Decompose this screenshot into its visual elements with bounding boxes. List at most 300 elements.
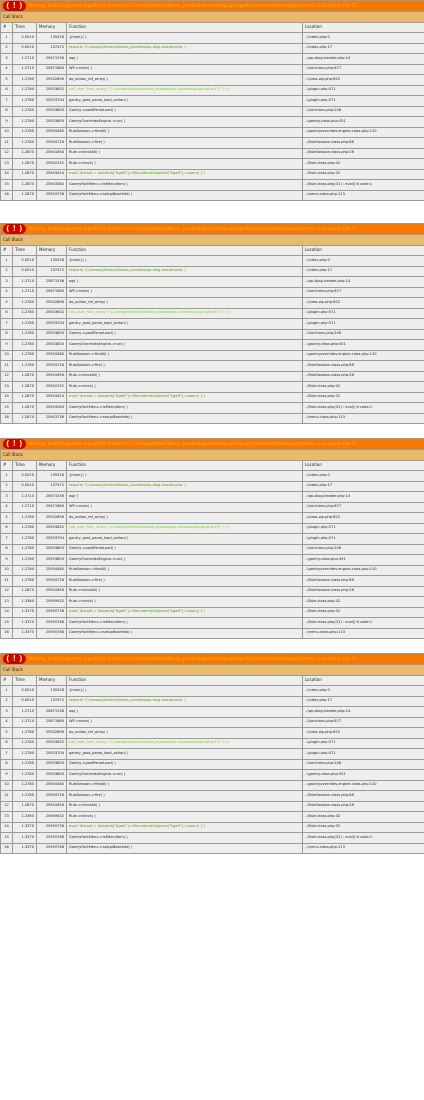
frame-time: 1.2780 [13,298,37,309]
frame-location[interactable]: ..\RuleSession.class.php:26 [303,801,424,812]
stack-row [1,523,424,534]
frame-location[interactable]: ..\plugin.php:571 [303,308,424,319]
warning-header [1,654,424,665]
frame-location[interactable]: ..\RuleSession.class.php:26 [303,148,424,159]
stack-row [1,513,424,524]
frame-function: GantryOverridesEngine->run( ) [67,770,303,781]
frame-location[interactable]: ..\Rule.class.php(31) : eval()'d code:1 [303,180,424,191]
frame-number: 11 [1,576,13,587]
frame-location[interactable]: ..\plugin.php:571 [303,96,424,107]
frame-time: 1.2780 [13,340,37,351]
frame-number: 12 [1,586,13,597]
frame-location[interactable]: ..\functions.php:246 [303,544,424,555]
frame-memory: 25671680 [37,717,67,728]
frame-function: call_user_func_array ( 'C:\xampp\htdocs\titania_pruebas\wp-includes\plugin.php:571' ) ( ) [67,308,303,319]
frame-number: 14 [1,822,13,833]
frame-location[interactable]: ..\functions.php:246 [303,759,424,770]
frame-memory: 25949432 [37,597,67,608]
col-header-location: Location [303,22,424,33]
frame-number: 13 [1,159,13,170]
frame-memory: 25932896 [37,298,67,309]
frame-number: 16 [1,628,13,639]
stack-row [1,618,424,629]
frame-location[interactable]: ..\wp-blog-header.php:14 [303,277,424,288]
frame-location[interactable]: ..\gantry.class.php:451 [303,770,424,781]
frame-memory: 25933800 [37,544,67,555]
stack-row [1,403,424,414]
frame-number: 2 [1,481,13,492]
frame-function: Rule->check( ) [67,382,303,393]
frame-function: Gantry->postParseLoad( ) [67,759,303,770]
col-header-function: Function [67,22,303,33]
frame-function: wp( ) [67,707,303,718]
frame-function: RuleSession->fireAll( ) [67,565,303,576]
frame-time: 0.0010 [13,33,37,44]
frame-memory: 25949432 [37,812,67,823]
frame-number: 5 [1,298,13,309]
warning-icon: ( ! ) [3,654,26,664]
frame-location[interactable]: ..\Rule.class.php:42 [303,812,424,823]
frame-location[interactable]: ..\menu.class.php:113 [303,628,424,639]
frame-time: 1.3360 [13,597,37,608]
warning-message: Warning: Invalid argument supplied for foreach() in C:\xampp\htdocs\titania_pruebas\wp-content\plugins\gantry\core\rules\flatrule\gantrymenu.class.php on line 31 [28,3,357,8]
frame-location[interactable]: ..\functions.php:877 [303,502,424,513]
frame-function: do_action_ref_array( ) [67,728,303,739]
col-header-num: # [1,245,13,256]
frame-number: 12 [1,371,13,382]
frame-memory: 25671680 [37,287,67,298]
stack-row [1,33,424,44]
frame-time: 1.3370 [13,618,37,629]
frame-function: wp( ) [67,54,303,65]
stack-row [1,597,424,608]
frame-time: 0.0010 [13,256,37,267]
frame-function: WP->main( ) [67,287,303,298]
frame-function: GantryFactMenu->isMenuItem( ) [67,833,303,844]
frame-function: Rule->check( ) [67,159,303,170]
frame-function: RuleSession->fire( ) [67,576,303,587]
frame-function: Rule->checkAll( ) [67,586,303,597]
frame-number: 13 [1,382,13,393]
col-header-location: Location [303,675,424,686]
frame-number: 9 [1,770,13,781]
frame-number: 9 [1,117,13,128]
frame-location[interactable]: ..\RuleSession.class.php:88 [303,138,424,149]
frame-time: 1.2870 [13,169,37,180]
frame-time: 1.2780 [13,565,37,576]
frame-location[interactable]: ..\plugin.php:571 [303,319,424,330]
call-stack-title: Call Stack [1,450,424,461]
frame-location[interactable]: ..\plugin.php:571 [303,523,424,534]
stack-row [1,319,424,330]
stack-row [1,770,424,781]
frame-number: 10 [1,565,13,576]
frame-location[interactable]: ..\RuleSession.class.php:26 [303,586,424,597]
frame-memory: 25933800 [37,340,67,351]
frame-memory: 25933632 [37,85,67,96]
frame-memory: 25943424 [37,392,67,403]
frame-number: 13 [1,597,13,608]
stack-row [1,180,424,191]
frame-time: 1.2780 [13,770,37,781]
frame-time: 0.0010 [13,266,37,277]
col-header-memory: Memory [37,675,67,686]
frame-memory: 25933800 [37,106,67,117]
frame-memory: 25943584 [37,403,67,414]
frame-location[interactable]: ..\gantry.class.php:451 [303,340,424,351]
frame-function: require( 'C:\xampp\htdocs\titania_pruebas\wp-blog-header.php' ) [67,266,303,277]
stack-row [1,481,424,492]
frame-number: 8 [1,544,13,555]
col-header-function: Function [67,460,303,471]
frame-time: 1.2780 [13,138,37,149]
col-header-num: # [1,22,13,33]
frame-time: 1.2780 [13,319,37,330]
col-header-function: Function [67,675,303,686]
stack-row [1,801,424,812]
call-stack-title: Call Stack [1,235,424,246]
frame-function: do_action_ref_array( ) [67,298,303,309]
frame-location[interactable]: ..\Rule.class.php(31) : eval()'d code:1 [303,403,424,414]
frame-function: call_user_func_array ( 'C:\xampp\htdocs\titania_pruebas\wp-includes\plugin.php:571' ) ( ) [67,85,303,96]
frame-location[interactable]: ..\Rule.class.php:31 [303,392,424,403]
frame-time: 1.2870 [13,413,37,424]
frame-memory: 25934480 [37,780,67,791]
frame-location[interactable]: ..\Rule.class.php:42 [303,382,424,393]
col-header-num: # [1,460,13,471]
stack-row [1,555,424,566]
frame-location[interactable]: ..\gantryoverrides.engine.class.php:110 [303,127,424,138]
frame-time: 1.2870 [13,586,37,597]
frame-time: 1.2710 [13,277,37,288]
col-header-location: Location [303,245,424,256]
frame-location[interactable]: ..\functions.php:877 [303,717,424,728]
frame-location[interactable]: ..\wp-blog-header.php:14 [303,707,424,718]
frame-location[interactable]: ..\RuleSession.class.php:88 [303,791,424,802]
stack-row [1,728,424,739]
stack-row [1,350,424,361]
frame-function: eval( '$result = $objects["$getf"]->MenuItem($objects["$getf"]->query( )' ) [67,169,303,180]
frame-memory: 25671536 [37,707,67,718]
frame-location[interactable]: ..\index.php:0 [303,33,424,44]
frame-location[interactable]: ..\plugin.php:571 [303,534,424,545]
frame-time: 1.2870 [13,382,37,393]
stack-row [1,169,424,180]
frame-memory: 25934480 [37,565,67,576]
stack-row [1,106,424,117]
frame-number: 16 [1,190,13,201]
frame-memory: 25933800 [37,329,67,340]
frame-location[interactable]: ..\Rule.class.php(31) : eval()'d code:1 [303,618,424,629]
frame-location[interactable]: ..\Rule.class.php:42 [303,159,424,170]
frame-number: 6 [1,738,13,749]
frame-memory: 25941856 [37,801,67,812]
frame-function: gantry_post_parse_load_action( ) [67,534,303,545]
stack-row [1,340,424,351]
stack-row [1,277,424,288]
frame-time: 1.2780 [13,544,37,555]
frame-function: eval( '$result = $objects["$getf"]->MenuItem($objects["$getf"]->query( )' ) [67,392,303,403]
frame-memory: 25933800 [37,759,67,770]
frame-function: eval( '$result = $objects["$getf"]->MenuItem($objects["$getf"]->query( )' ) [67,607,303,618]
frame-location[interactable]: ..\plugin.php:571 [303,738,424,749]
frame-time: 1.2780 [13,75,37,86]
frame-number: 12 [1,148,13,159]
frame-function: gantry_post_parse_load_action( ) [67,96,303,107]
frame-number: 7 [1,96,13,107]
warning-icon: ( ! ) [3,1,26,11]
frame-location[interactable]: ..\class-wp.php:622 [303,298,424,309]
frame-function: Rule->checkAll( ) [67,371,303,382]
frame-location[interactable]: ..\functions.php:877 [303,64,424,75]
frame-time: 0.0010 [13,471,37,482]
frame-function: {main}( ) [67,33,303,44]
frame-number: 4 [1,287,13,298]
frame-number: 13 [1,812,13,823]
frame-location[interactable]: ..\gantry.class.php:451 [303,117,424,128]
error-block [0,653,424,854]
frame-location[interactable]: ..\class-wp.php:622 [303,728,424,739]
frame-number: 2 [1,266,13,277]
frame-location[interactable]: ..\index.php:17 [303,43,424,54]
stack-row [1,117,424,128]
frame-number: 5 [1,513,13,524]
frame-number: 6 [1,308,13,319]
frame-time: 1.2780 [13,534,37,545]
frame-memory: 25934480 [37,350,67,361]
frame-time: 1.2780 [13,555,37,566]
frame-number: 1 [1,33,13,44]
stack-row [1,392,424,403]
col-header-time: Time [13,460,37,471]
frame-time: 1.3360 [13,812,37,823]
frame-function: WP->main( ) [67,502,303,513]
frame-location[interactable]: ..\functions.php:246 [303,329,424,340]
frame-function: Rule->checkAll( ) [67,148,303,159]
warning-message: Warning: Invalid argument supplied for foreach() in C:\xampp\htdocs\titania_pruebas\wp-content\plugins\gantry\core\rules\flatrule\gantrymenu.class.php on line 31 [28,441,357,446]
error-block [0,0,424,201]
frame-memory: 25942152 [37,159,67,170]
frame-function: RuleSession->fire( ) [67,791,303,802]
col-header-time: Time [13,245,37,256]
frame-location[interactable]: ..\Rule.class.php:42 [303,597,424,608]
frame-location[interactable]: ..\wp-blog-header.php:14 [303,54,424,65]
frame-memory: 25932896 [37,728,67,739]
frame-location[interactable]: ..\gantryoverrides.engine.class.php:110 [303,350,424,361]
stack-row [1,812,424,823]
xdebug-error-table [0,653,424,854]
frame-memory: 25671536 [37,277,67,288]
frame-time: 1.2780 [13,350,37,361]
frame-number: 6 [1,85,13,96]
frame-memory: 137472 [37,266,67,277]
frame-function: call_user_func_array ( 'C:\xampp\htdocs\titania_pruebas\wp-includes\plugin.php:571' ) ( ) [67,738,303,749]
warning-header [1,439,424,450]
frame-location[interactable]: ..\plugin.php:571 [303,749,424,760]
stack-row [1,54,424,65]
frame-number: 16 [1,843,13,854]
xdebug-error-table [0,0,424,201]
stack-row [1,749,424,760]
stack-row [1,492,424,503]
frame-time: 1.2780 [13,127,37,138]
frame-location[interactable]: ..\Rule.class.php:31 [303,822,424,833]
frame-time: 1.2870 [13,801,37,812]
frame-function: RuleSession->fireAll( ) [67,780,303,791]
frame-time: 1.2780 [13,85,37,96]
frame-time: 1.2870 [13,180,37,191]
stack-row [1,308,424,319]
frame-location[interactable]: ..\class-wp.php:622 [303,513,424,524]
stack-row [1,586,424,597]
col-header-function: Function [67,245,303,256]
frame-time: 1.2710 [13,287,37,298]
frame-time: 1.2780 [13,791,37,802]
frame-number: 14 [1,169,13,180]
frame-number: 3 [1,54,13,65]
frame-number: 15 [1,618,13,629]
frame-function: GantryFactMenu->setupBaseInfo( ) [67,190,303,201]
frame-location[interactable]: ..\menu.class.php:113 [303,413,424,424]
stack-row [1,361,424,372]
frame-function: WP->main( ) [67,64,303,75]
frame-location[interactable]: ..\wp-blog-header.php:14 [303,492,424,503]
stack-row [1,75,424,86]
frame-number: 10 [1,350,13,361]
frame-function: GantryFactMenu->setupBaseInfo( ) [67,628,303,639]
frame-memory: 25933704 [37,749,67,760]
frame-function: do_action_ref_array( ) [67,75,303,86]
frame-number: 4 [1,64,13,75]
frame-location[interactable]: ..\index.php:17 [303,266,424,277]
frame-memory: 25671536 [37,492,67,503]
frame-time: 1.3370 [13,822,37,833]
frame-function: GantryFactMenu->setupBaseInfo( ) [67,413,303,424]
frame-location[interactable]: ..\RuleSession.class.php:88 [303,576,424,587]
stack-row [1,64,424,75]
frame-location[interactable]: ..\functions.php:877 [303,287,424,298]
frame-function: Gantry->postParseLoad( ) [67,106,303,117]
frame-time: 1.2710 [13,64,37,75]
frame-location[interactable]: ..\class-wp.php:622 [303,75,424,86]
frame-memory: 25934728 [37,791,67,802]
frame-function: GantryFactMenu->setupBaseInfo( ) [67,843,303,854]
frame-location[interactable]: ..\index.php:0 [303,686,424,697]
frame-number: 2 [1,43,13,54]
frame-location[interactable]: ..\menu.class.php:113 [303,190,424,201]
frame-memory: 25933704 [37,534,67,545]
frame-memory: 25933632 [37,308,67,319]
frame-number: 8 [1,759,13,770]
frame-number: 14 [1,607,13,618]
frame-function: Gantry->postParseLoad( ) [67,329,303,340]
frame-location[interactable]: ..\index.php:17 [303,696,424,707]
col-header-num: # [1,675,13,686]
frame-function: RuleSession->fireAll( ) [67,127,303,138]
frame-function: RuleSession->fire( ) [67,361,303,372]
frame-location[interactable]: ..\functions.php:246 [303,106,424,117]
frame-function: {main}( ) [67,256,303,267]
stack-row [1,329,424,340]
stack-row [1,371,424,382]
warning-message: Warning: Invalid argument supplied for foreach() in C:\xampp\htdocs\titania_pruebas\wp-content\plugins\gantry\core\rules\flatrule\gantrymenu.class.php on line 31 [28,656,357,661]
stack-row [1,127,424,138]
frame-location[interactable]: ..\menu.class.php:113 [303,843,424,854]
frame-location[interactable]: ..\RuleSession.class.php:88 [303,361,424,372]
frame-location[interactable]: ..\index.php:0 [303,471,424,482]
frame-time: 1.2780 [13,759,37,770]
frame-number: 15 [1,833,13,844]
frame-time: 1.2780 [13,523,37,534]
frame-memory: 25933632 [37,523,67,534]
warning-icon: ( ! ) [3,439,26,449]
frame-function: eval( '$result = $objects["$getf"]->MenuItem($objects["$getf"]->query( )' ) [67,822,303,833]
frame-time: 1.2780 [13,738,37,749]
frame-location[interactable]: ..\Rule.class.php:31 [303,169,424,180]
frame-location[interactable]: ..\Rule.class.php(31) : eval()'d code:1 [303,833,424,844]
warning-message: Warning: Invalid argument supplied for foreach() in C:\xampp\htdocs\titania_pruebas\wp-content\plugins\gantry\core\rules\flatrule\gantrymenu.class.php on line 31 [28,226,357,231]
frame-number: 4 [1,717,13,728]
call-stack-title: Call Stack [1,12,424,23]
stack-row [1,382,424,393]
stack-row [1,544,424,555]
frame-number: 7 [1,534,13,545]
warning-icon: ( ! ) [3,224,26,234]
frame-number: 5 [1,75,13,86]
frame-time: 1.2780 [13,329,37,340]
frame-memory: 25671680 [37,64,67,75]
frame-time: 0.0010 [13,696,37,707]
frame-time: 1.2710 [13,717,37,728]
call-stack-title: Call Stack [1,665,424,676]
frame-number: 6 [1,523,13,534]
frame-time: 1.2710 [13,492,37,503]
stack-row [1,190,424,201]
frame-location[interactable]: ..\RuleSession.class.php:26 [303,371,424,382]
frame-location[interactable]: ..\gantry.class.php:451 [303,555,424,566]
frame-location[interactable]: ..\gantryoverrides.engine.class.php:110 [303,780,424,791]
stack-row [1,298,424,309]
frame-time: 1.2780 [13,117,37,128]
frame-location[interactable]: ..\Rule.class.php:31 [303,607,424,618]
frame-memory: 25933704 [37,319,67,330]
stack-row [1,833,424,844]
frame-memory: 135528 [37,686,67,697]
frame-location[interactable]: ..\gantryoverrides.engine.class.php:110 [303,565,424,576]
frame-function: {main}( ) [67,686,303,697]
frame-time: 1.2710 [13,707,37,718]
frame-number: 11 [1,791,13,802]
frame-memory: 137472 [37,43,67,54]
frame-function: RuleSession->fireAll( ) [67,350,303,361]
frame-time: 1.2870 [13,159,37,170]
frame-time: 1.2870 [13,371,37,382]
frame-function: {main}( ) [67,471,303,482]
frame-location[interactable]: ..\plugin.php:571 [303,85,424,96]
xdebug-error-table [0,438,424,639]
stack-row [1,576,424,587]
frame-memory: 25943736 [37,190,67,201]
frame-function: Rule->check( ) [67,812,303,823]
frame-function: GantryOverridesEngine->run( ) [67,555,303,566]
frame-time: 1.2870 [13,392,37,403]
frame-time: 1.3370 [13,628,37,639]
frame-location[interactable]: ..\index.php:0 [303,256,424,267]
frame-location[interactable]: ..\index.php:17 [303,481,424,492]
frame-memory: 25941856 [37,371,67,382]
frame-time: 1.2780 [13,749,37,760]
frame-function: require( 'C:\xampp\htdocs\titania_pruebas\wp-blog-header.php' ) [67,43,303,54]
